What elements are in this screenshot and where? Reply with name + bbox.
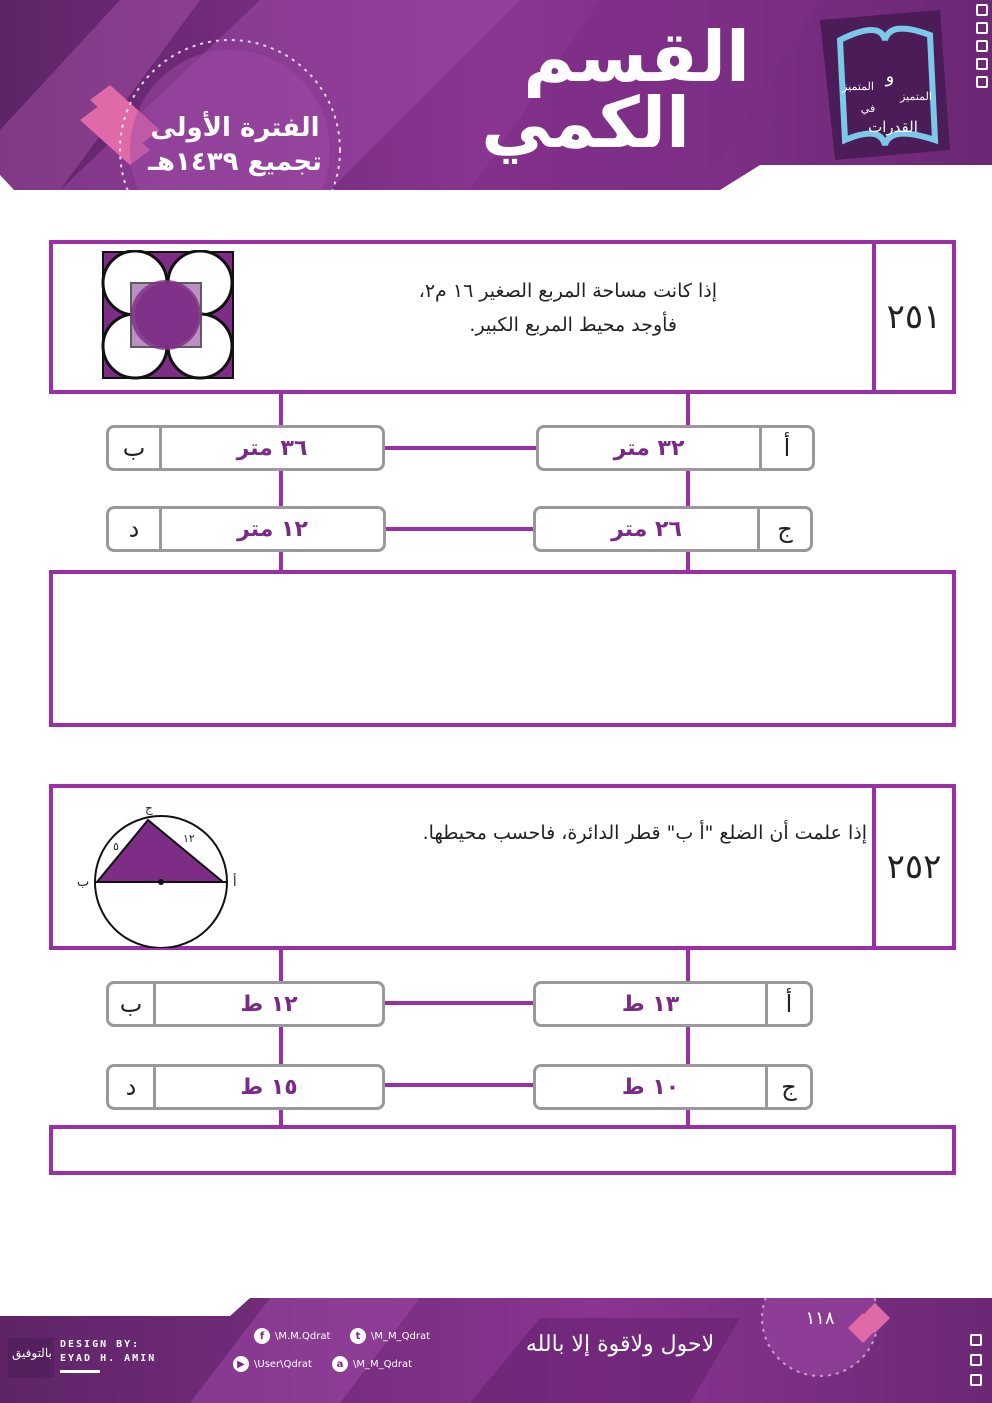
vertex-label-right: أ: [233, 875, 237, 890]
deco-square: [970, 1374, 982, 1386]
circle-triangle-figure: [73, 798, 248, 948]
vertex-label-top: ج: [145, 801, 153, 815]
facebook-icon: f: [254, 1328, 270, 1344]
twitter-icon: t: [350, 1328, 366, 1344]
vertex-label-left: ب: [77, 875, 90, 890]
option-letter: أ: [765, 984, 810, 1024]
page-header: [0, 0, 992, 190]
option-value: ٣٦ متر: [236, 435, 308, 461]
side-label-right: ١٢: [183, 832, 195, 845]
question-box-252: [49, 784, 956, 950]
question-number: ٢٥١: [872, 244, 952, 390]
option-value: ١٢ متر: [237, 516, 308, 542]
logo-text-distinguished-2: المتميز: [900, 90, 932, 103]
logo-text-distinguished: المتميز: [842, 80, 874, 93]
option-d-251[interactable]: [106, 506, 386, 552]
deco-square: [976, 76, 988, 88]
ask-icon: a: [332, 1356, 348, 1372]
deco-square: [970, 1354, 982, 1366]
option-letter: أ: [759, 428, 812, 468]
option-b-252[interactable]: [106, 981, 385, 1027]
youtube-handle: \User\Qdrat: [254, 1358, 312, 1370]
page-footer: [0, 1298, 992, 1403]
deco-square: [976, 4, 988, 16]
option-a-251[interactable]: [536, 425, 815, 471]
period-label: الفترة الأولى: [150, 113, 320, 143]
connector-line: [384, 1083, 534, 1087]
answer-box-251[interactable]: [49, 570, 956, 727]
deco-square: [976, 40, 988, 52]
logo-text-abilities: القدرات: [868, 118, 918, 136]
deco-square: [970, 1334, 982, 1346]
deco-square: [976, 58, 988, 70]
side-label-left: ٥: [113, 840, 119, 853]
facebook-link[interactable]: [254, 1328, 330, 1344]
ask-handle: \M_M_Qdrat: [353, 1358, 413, 1370]
youtube-icon: ▶: [233, 1356, 249, 1372]
facebook-handle: \M.M.Qdrat: [275, 1330, 331, 1342]
option-d-252[interactable]: [106, 1064, 385, 1110]
twitter-handle: \M_M_Qdrat: [371, 1330, 431, 1342]
option-b-251[interactable]: [106, 425, 385, 471]
option-value: ١٢ ط: [240, 991, 298, 1017]
option-letter: ب: [109, 428, 162, 468]
answer-box-252[interactable]: [49, 1125, 956, 1175]
question-text-line1: إذا علمت أن الضلع "أ ب" قطر الدائرة، فاحسب محيطها.: [422, 822, 867, 844]
calligraphy-text: لاحول ولاقوة إلا بالله: [525, 1332, 715, 1357]
logo-text-and: و: [885, 66, 895, 87]
designer-underline: [60, 1370, 100, 1373]
footer-background: [0, 1298, 992, 1403]
designer-name: EYAD H. AMIN: [60, 1353, 157, 1364]
option-value: ١٣ ط: [621, 991, 680, 1017]
option-value: ٣٢ متر: [613, 435, 685, 461]
connector-line: [384, 1001, 534, 1005]
design-by-label: DESIGN BY:: [60, 1339, 141, 1350]
question-text-line2: فأوجد محيط المربع الكبير.: [469, 314, 677, 336]
question-text-line1: إذا كانت مساحة المربع الصغير ١٦ م٢،: [418, 280, 717, 302]
option-value: ١٥ ط: [240, 1074, 298, 1100]
option-a-252[interactable]: [533, 981, 813, 1027]
option-letter: د: [109, 509, 162, 549]
logo-text-in: في: [860, 102, 876, 115]
connector-line: [384, 527, 534, 531]
question-box-251: [49, 240, 956, 394]
ask-link[interactable]: [332, 1356, 412, 1372]
section-title-line1: القسم: [523, 16, 750, 98]
option-letter: ب: [109, 984, 156, 1024]
squares-circles-figure: [101, 250, 237, 382]
option-letter: د: [109, 1067, 156, 1107]
option-value: ١٠ ط: [621, 1074, 680, 1100]
option-c-251[interactable]: [533, 506, 813, 552]
youtube-link[interactable]: [233, 1356, 312, 1372]
option-letter: ج: [757, 509, 810, 549]
section-title-line2: الكمي: [481, 82, 690, 164]
twitter-link[interactable]: [350, 1328, 430, 1344]
question-number: ٢٥٢: [872, 788, 952, 946]
option-letter: ج: [765, 1067, 810, 1107]
collection-label: تجميع ١٤٣٩هـ: [148, 147, 322, 177]
deco-square: [976, 22, 988, 34]
page-number: ١١٨: [805, 1308, 835, 1329]
option-c-252[interactable]: [533, 1064, 813, 1110]
connector-line: [384, 446, 537, 450]
signature-logo: بالتوفيق: [12, 1346, 52, 1360]
option-value: ٢٦ متر: [611, 516, 682, 542]
